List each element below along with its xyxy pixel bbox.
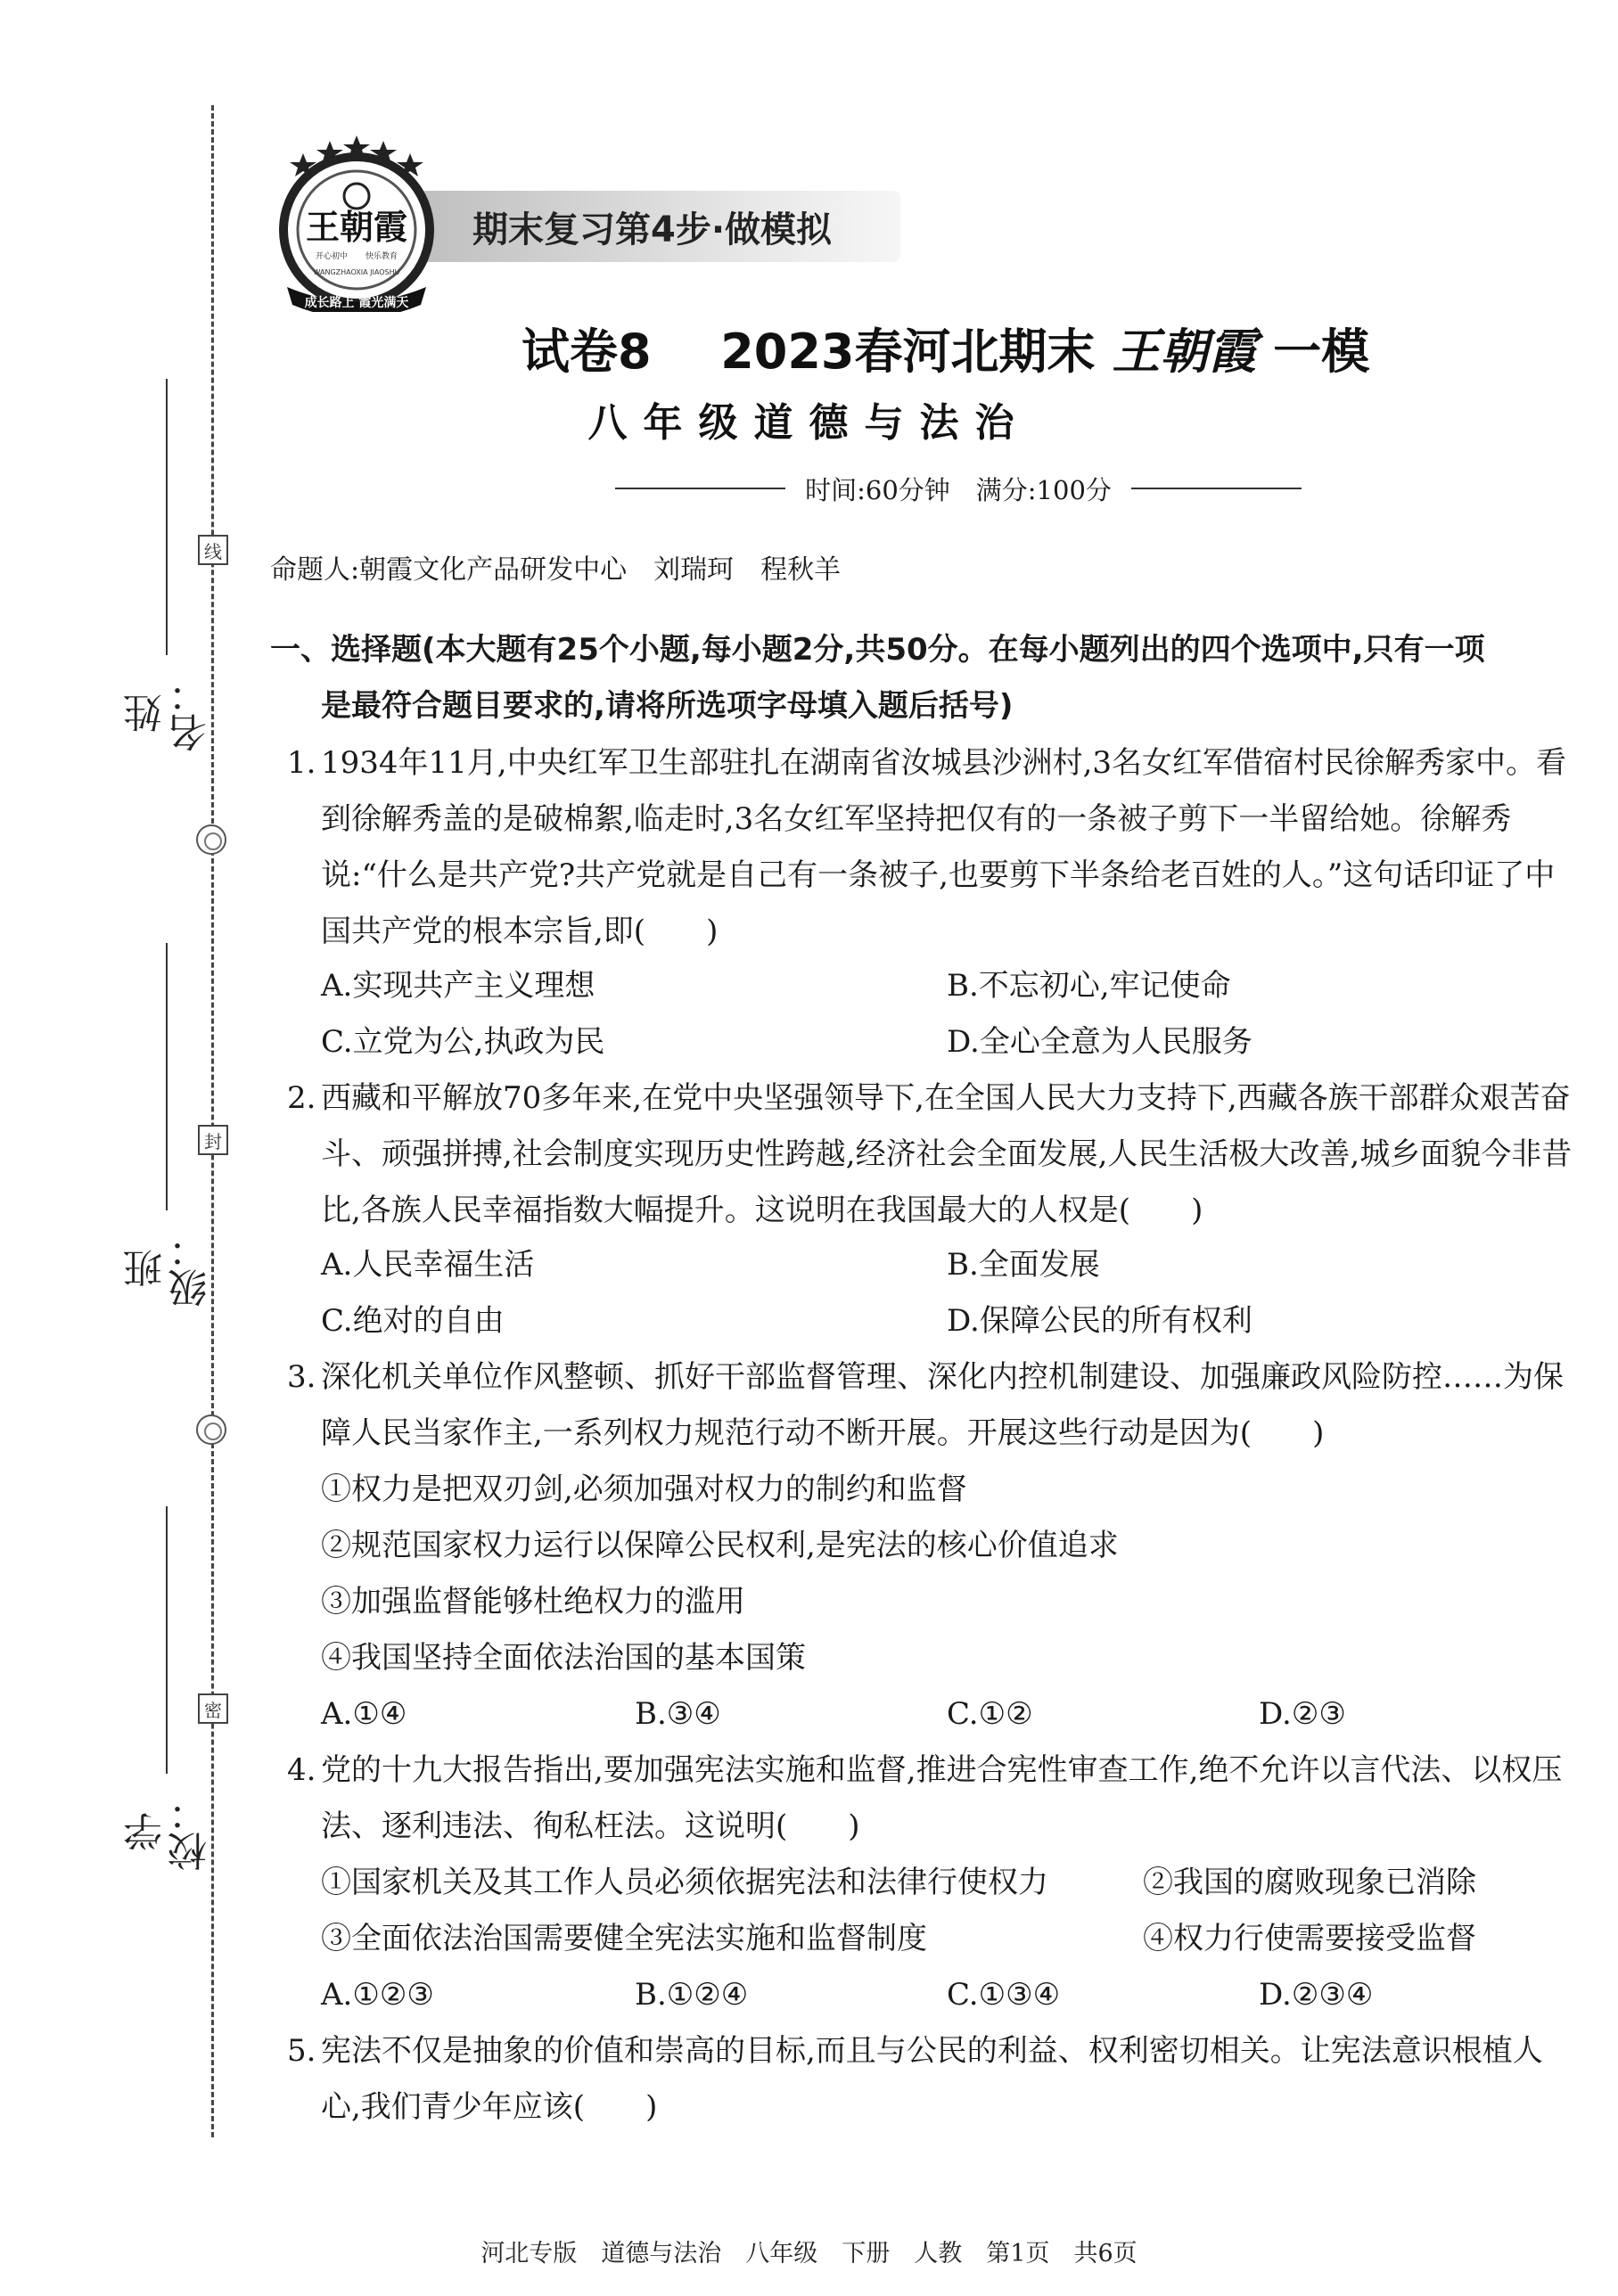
question-1-stem: 1934年11月,中央红军卫生部驻扎在湖南省汝城县沙洲村,3名女红军借宿村民徐解秀家中。看到徐解秀盖的是破棉絮,临走时,3名女红军坚持把仅有的一条被子剪下一半留给她。徐解秀说:“什么是共产党?共产党就是自己有一条被子,也要剪下半条给老百姓的人。”这句话印证了中国共产党的根本宗旨,即( ) [321, 745, 1567, 949]
question-2-stem: 西藏和平解放70多年来,在党中央坚强领导下,在全国人民大力支持下,西藏各族干部群众艰苦奋斗、顽强拼搏,社会制度实现历史性跨越,经济社会全面发展,人民生活极大改善,城乡面貌今非昔比,各族人民幸福指数大幅提升。这说明在我国最大的人权是( ) [321, 1080, 1573, 1228]
exam-info-rule-right [1131, 488, 1302, 489]
step-banner [419, 191, 900, 262]
question-1-number: 1. [287, 745, 316, 781]
title-suffix: 一模 [1273, 324, 1370, 380]
question-3-statement-2: ②规范国家权力运行以保障公民权利,是宪法的核心价值追求 [321, 1528, 1119, 1563]
question-4-number: 4. [287, 1752, 316, 1788]
question-4-option-a[interactable]: A.①②③ [321, 1977, 434, 2013]
logo-small-right: 快乐教育 [365, 252, 398, 261]
question-2-option-a[interactable]: A.人民幸福生活 [321, 1247, 535, 1283]
question-3-option-b[interactable]: B.③④ [635, 1696, 721, 1732]
question-1-option-c[interactable]: C.立党为公,执政为民 [321, 1024, 605, 1060]
question-3-statement-3: ③加强监督能够杜绝权力的滥用 [321, 1584, 745, 1620]
title-brand-script: 王朝霞 [1112, 323, 1257, 380]
question-3-number: 3. [287, 1359, 316, 1395]
question-1-option-b[interactable]: B.不忘初心,牢记使命 [947, 968, 1231, 1004]
question-3-statement-1: ①权力是把双刃剑,必须加强对权力的制约和监督 [321, 1472, 967, 1507]
logo-ribbon-text: 成长路上 霞光满天 [304, 296, 409, 310]
question-4-statement-2: ②我国的腐败现象已消除 [1143, 1865, 1476, 1900]
question-3-option-a[interactable]: A.①④ [321, 1696, 407, 1732]
school-label: 学校： [124, 1792, 214, 1871]
question-5-number: 5. [287, 2033, 316, 2069]
logo-latin-text: WANGZHAOXIA JIAOSHU [313, 268, 400, 276]
exam-info-rule-left [615, 488, 785, 489]
question-4-option-c[interactable]: C.①③④ [947, 1977, 1061, 2013]
logo-brand-text: 王朝霞 [305, 207, 408, 247]
question-1-option-a[interactable]: A.实现共产主义理想 [321, 968, 595, 1004]
question-3-option-c[interactable]: C.①② [947, 1696, 1033, 1732]
exam-info-row [615, 471, 1302, 506]
school-write-line [166, 1506, 168, 1774]
margin-seal-icon [196, 824, 226, 855]
margin-mark-xian: 线 [198, 535, 228, 565]
exam-info-text: 时间:60分钟 满分:100分 [805, 474, 1112, 505]
question-2-option-b[interactable]: B.全面发展 [947, 1247, 1100, 1283]
question-5-stem: 宪法不仅是抽象的价值和崇高的目标,而且与公民的利益、权利密切相关。让宪法意识根植人心,我们青少年应该( ) [321, 2033, 1543, 2125]
question-4-statement-3: ③全面依法治国需要健全宪法实施和监督制度 [321, 1921, 927, 1956]
question-3-stem: 深化机关单位作风整顿、抓好干部监督管理、深化内控机制建设、加强廉政风险防控……为保障人民当家作主,一系列权力规范行动不断开展。开展这些行动是因为( ) [321, 1359, 1564, 1451]
margin-seal-icon [196, 1414, 226, 1445]
question-4-stem: 党的十九大报告指出,要加强宪法实施和监督,推进合宪性审查工作,绝不允许以言代法、以权压法、逐利违法、徇私枉法。这说明( ) [321, 1752, 1563, 1844]
page-footer: 河北专版 道德与法治 八年级 下册 人教 第1页 共6页 [480, 2240, 1138, 2267]
margin-mark-mi: 密 [198, 1693, 228, 1724]
section-1-header-line2: 是最符合题目要求的,请将所选项字母填入题后括号) [321, 688, 1014, 724]
name-label: 姓名： [124, 674, 214, 752]
question-3-option-d[interactable]: D.②③ [1259, 1696, 1346, 1732]
question-4-option-d[interactable]: D.②③④ [1259, 1977, 1374, 2013]
authors-line: 命题人:朝霞文化产品研发中心 刘瑞珂 程秋羊 [270, 554, 842, 586]
exam-subtitle: 八年级道德与法治 [587, 400, 1031, 446]
margin-mark-feng: 封 [198, 1125, 228, 1155]
question-2-number: 2. [287, 1080, 316, 1116]
question-2-option-d[interactable]: D.保障公民的所有权利 [947, 1303, 1253, 1339]
section-1-header-line1: 一、选择题(本大题有25个小题,每小题2分,共50分。在每小题列出的四个选项中,只有一项 [270, 632, 1485, 668]
brand-logo-icon [267, 134, 446, 312]
question-4-statement-1: ①国家机关及其工作人员必须依据宪法和法律行使权力 [321, 1865, 1048, 1900]
exam-title [522, 314, 1370, 382]
question-2-option-c[interactable]: C.绝对的自由 [321, 1303, 505, 1339]
question-4-statement-4: ④权力行使需要接受监督 [1143, 1921, 1476, 1956]
class-label: 班级： [124, 1229, 214, 1308]
title-main: 2023春河北期末 [720, 324, 1096, 380]
question-1-option-d[interactable]: D.全心全意为人民服务 [947, 1024, 1253, 1060]
title-prefix: 试卷8 [522, 324, 652, 380]
class-write-line [166, 943, 168, 1210]
question-4-option-b[interactable]: B.①②④ [635, 1977, 749, 2013]
logo-small-left: 开心初中 [315, 252, 349, 261]
banner-text: 期末复习第4步·做模拟 [472, 209, 833, 250]
question-3-statement-4: ④我国坚持全面依法治国的基本国策 [321, 1640, 806, 1676]
